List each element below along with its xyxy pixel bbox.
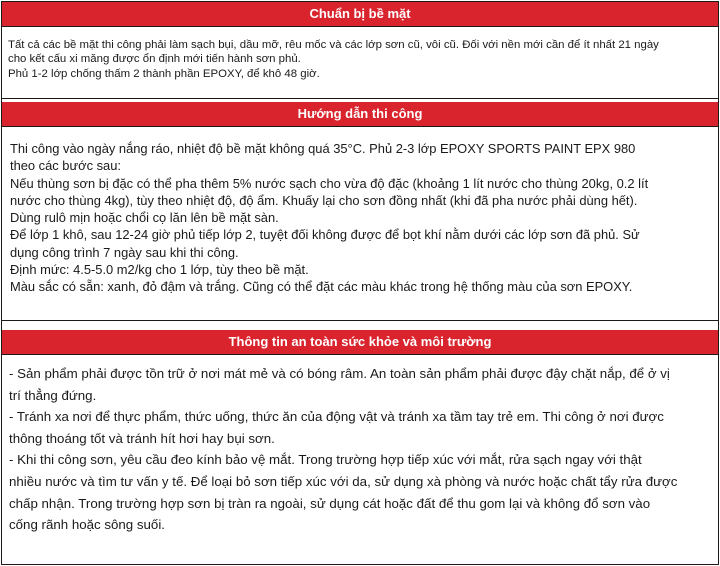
divider	[2, 320, 718, 321]
body-line: theo các bước sau:	[10, 158, 121, 174]
body-line: - Tránh xa nơi để thực phẩm, thức uống, thức ăn của động vật và tránh xa tầm tay trẻ em. Thi công ở nơi được	[9, 409, 664, 425]
body-line: dụng công trình 7 ngày sau khi thi công.	[10, 244, 239, 260]
body-line: nước cho thùng 4kg), tùy theo nhiệt độ, độ ẩm. Khuấy lại cho sơn đồng nhất (khi đã pha nước phải dùng hết).	[10, 192, 638, 208]
body-line: thông thoáng tốt và tránh hít hơi hay bụi sơn.	[9, 430, 275, 446]
body-line: - Sản phẩm phải được tồn trữ ở nơi mát mẻ và có bóng râm. An toàn sản phẩm phải được đậy chặt nắp, để ở vị	[9, 366, 670, 381]
body-line: nhiều nước và tìm tư vấn y tế. Để loại bỏ sơn tiếp xúc với da, sử dụng xà phòng và nước hoặc chất tẩy rửa được	[9, 473, 678, 489]
section-header-health-safety: Thông tin an toàn sức khỏe và môi trường	[2, 330, 718, 354]
section-body-surface-prep	[2, 38, 718, 81]
body-line: cống rãnh hoặc sông suối.	[9, 517, 165, 533]
body-line: Định mức: 4.5-5.0 m2/kg cho 1 lớp, tùy theo bề mặt.	[10, 262, 309, 278]
product-info-sheet	[1, 1, 719, 565]
body-line: chấp nhận. Trong trường hợp sơn bị tràn ra ngoài, sử dụng cát hoặc đất để thu gom lại và không đổ sơn vào	[9, 495, 651, 511]
body-line: Dùng rulô mịn hoặc chổi cọ lăn lên bề mặt sàn.	[10, 210, 279, 226]
section-body-health-safety	[2, 363, 718, 536]
body-line: Màu sắc có sẵn: xanh, đỏ đậm và trắng. Cũng có thể đặt các màu khác trong hệ thống màu của sơn EPOXY.	[10, 279, 633, 295]
section-header-surface-prep: Chuẩn bị bề mặt	[2, 2, 718, 26]
section-header-application-guide: Hướng dẫn thi công	[2, 102, 718, 126]
body-line: Tất cả các bề mặt thi công phải làm sạch bụi, dầu mỡ, rêu mốc và các lớp sơn cũ, vôi cũ. Đối với nền mới cần để ít nhất 21 ngày	[8, 39, 659, 51]
divider	[2, 98, 718, 99]
section-body-application-guide	[2, 140, 718, 296]
body-line: Để lớp 1 khô, sau 12-24 giờ phủ tiếp lớp 2, tuyệt đối không được để bọt khí nằm dưới các lớp sơn đã phủ. Sử	[10, 227, 640, 243]
divider	[2, 26, 718, 27]
divider	[2, 354, 718, 355]
body-line: Thi công vào ngày nắng ráo, nhiệt độ bề mặt không quá 35°C. Phủ 2-3 lớp EPOXY SPORTS PAINT EPX 980	[10, 141, 636, 156]
body-line: Phủ 1-2 lớp chống thấm 2 thành phần EPOXY, để khô 48 giờ.	[8, 67, 320, 80]
body-line: cho kết cấu xi măng được ổn định mới tiến hành sơn phủ.	[8, 53, 301, 66]
body-line: trí thẳng đứng.	[9, 387, 97, 403]
body-line: - Khi thi công sơn, yêu cầu đeo kính bảo vệ mắt. Trong trường hợp tiếp xúc với mắt, rửa sạch ngay với thật	[9, 452, 642, 468]
divider	[2, 126, 718, 127]
body-line: Nếu thùng sơn bị đặc có thể pha thêm 5% nước sạch cho vừa độ đặc (khoảng 1 lít nước cho thùng 20kg, 0.2 lít	[10, 175, 649, 191]
